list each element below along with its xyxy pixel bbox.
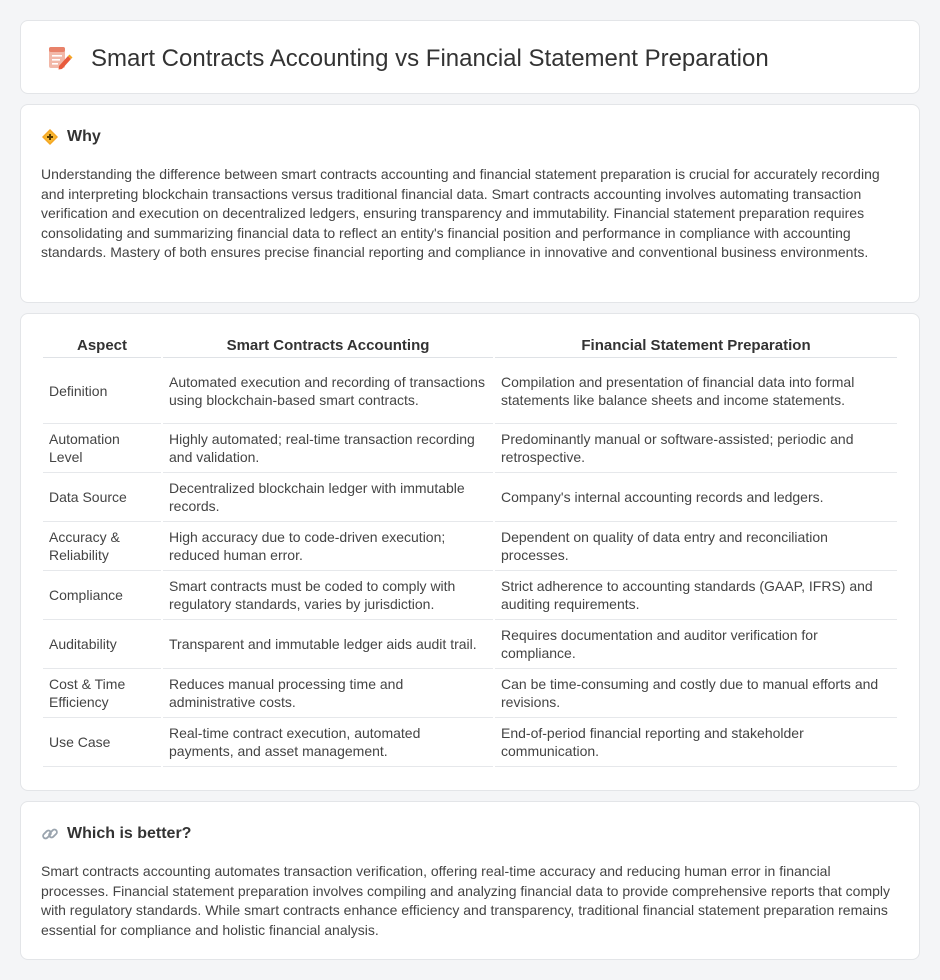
why-section	[20, 104, 920, 303]
table-row	[43, 718, 897, 767]
table-row	[43, 473, 897, 522]
smart-contracts-cell: Highly automated; real-time transaction recording and validation.	[163, 424, 493, 473]
smart-contracts-cell: Transparent and immutable ledger aids audit trail.	[163, 620, 493, 669]
aspect-cell: Cost & Time Efficiency	[43, 669, 161, 718]
document-pencil-icon	[45, 44, 73, 72]
table-row	[43, 358, 897, 424]
comparison-table	[41, 336, 899, 767]
aspect-cell: Accuracy & Reliability	[43, 522, 161, 571]
table-header-row	[43, 336, 897, 358]
table-row	[43, 424, 897, 473]
aspect-cell: Data Source	[43, 473, 161, 522]
aspect-cell: Automation Level	[43, 424, 161, 473]
smart-contracts-cell: Automated execution and recording of transactions using blockchain-based smart contracts.	[163, 358, 493, 424]
financial-statement-cell: Requires documentation and auditor verification for compliance.	[495, 620, 897, 669]
financial-statement-cell: Can be time-consuming and costly due to manual efforts and revisions.	[495, 669, 897, 718]
why-heading: Why	[67, 128, 101, 145]
column-header-financial-statements: Financial Statement Preparation	[495, 336, 897, 358]
aspect-cell: Auditability	[43, 620, 161, 669]
financial-statement-cell: Compilation and presentation of financial data into formal statements like balance sheets and income statements.	[495, 358, 897, 424]
smart-contracts-cell: Smart contracts must be coded to comply with regulatory standards, varies by jurisdiction.	[163, 571, 493, 620]
better-heading-row	[41, 824, 191, 844]
financial-statement-cell: Strict adherence to accounting standards (GAAP, IFRS) and auditing requirements.	[495, 571, 897, 620]
table-row	[43, 669, 897, 718]
page-title: Smart Contracts Accounting vs Financial Statement Preparation	[91, 45, 769, 72]
header-card	[20, 20, 920, 94]
table-row	[43, 571, 897, 620]
comparison-section	[20, 313, 920, 791]
smart-contracts-cell: Real-time contract execution, automated payments, and asset management.	[163, 718, 493, 767]
column-header-aspect: Aspect	[43, 336, 161, 358]
smart-contracts-cell: Reduces manual processing time and administrative costs.	[163, 669, 493, 718]
table-row	[43, 620, 897, 669]
aspect-cell: Definition	[43, 358, 161, 424]
column-header-smart-contracts: Smart Contracts Accounting	[163, 336, 493, 358]
aspect-cell: Compliance	[43, 571, 161, 620]
why-heading-row	[41, 127, 101, 147]
why-body: Understanding the difference between smart contracts accounting and financial statement preparation is crucial for accurately recording and interpreting blockchain transactions versus traditional financial data. Smart contracts accounting involves automating transaction verification and execution on decentralized ledgers, ensuring transparency and immutability. Financial statement preparation requires consolidating and summarizing financial data to reflect an entity's financial position and performance in compliance with accounting standards. Mastery of both ensures precise financial reporting and compliance in innovative and conventional business environments.	[41, 166, 880, 260]
smart-contracts-cell: High accuracy due to code-driven execution; reduced human error.	[163, 522, 493, 571]
financial-statement-cell: Predominantly manual or software-assisted; periodic and retrospective.	[495, 424, 897, 473]
financial-statement-cell: End-of-period financial reporting and stakeholder communication.	[495, 718, 897, 767]
diamond-sign-icon	[41, 128, 59, 146]
smart-contracts-cell: Decentralized blockchain ledger with immutable records.	[163, 473, 493, 522]
aspect-cell: Use Case	[43, 718, 161, 767]
better-heading: Which is better?	[67, 825, 192, 842]
which-is-better-section	[20, 801, 920, 960]
better-body: Smart contracts accounting automates transaction verification, offering real-time accuracy and reducing human error in financial processes. Financial statement preparation involves compiling and analyzing financial data to provide comprehensive reports that comply with regulatory standards. While smart contracts enhance efficiency and transparency, traditional financial statement preparation remains essential for compliance and holistic financial analysis.	[41, 863, 891, 938]
table-row	[43, 522, 897, 571]
financial-statement-cell: Company's internal accounting records and ledgers.	[495, 473, 897, 522]
financial-statement-cell: Dependent on quality of data entry and reconciliation processes.	[495, 522, 897, 571]
link-icon	[41, 825, 59, 843]
